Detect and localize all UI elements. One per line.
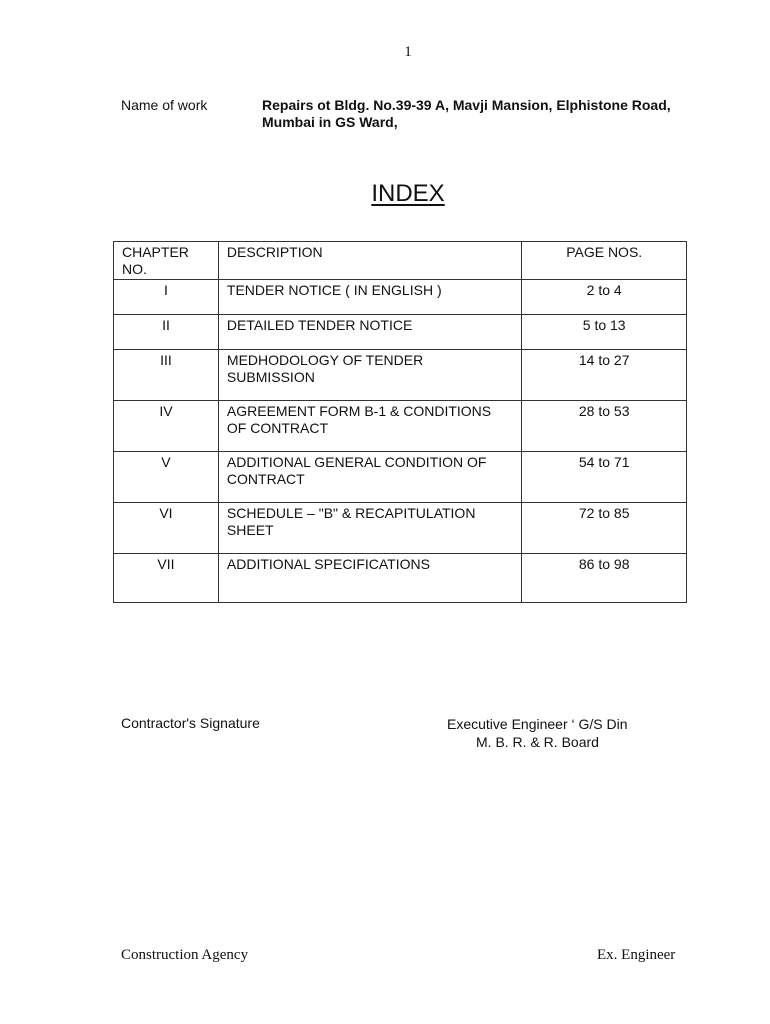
- page-range-cell: 28 to 53: [522, 401, 687, 452]
- chapter-cell: VI: [114, 503, 219, 554]
- description-cell: DETAILED TENDER NOTICE: [218, 315, 521, 350]
- page-range-cell: 5 to 13: [522, 315, 687, 350]
- engineer-title: Executive Engineer ‘ G/S Din: [447, 716, 628, 732]
- table-row: [114, 315, 687, 350]
- table-row: [114, 503, 687, 554]
- chapter-cell: II: [114, 315, 219, 350]
- table-row: [114, 452, 687, 503]
- description-cell: ADDITIONAL GENERAL CONDITION OF CONTRACT: [218, 452, 521, 503]
- chapter-cell: VII: [114, 554, 219, 603]
- engineer-signature-block: [447, 715, 628, 751]
- description-cell: MEDHODOLOGY OF TENDER SUBMISSION: [218, 350, 521, 401]
- index-table: [113, 241, 687, 603]
- description-cell: TENDER NOTICE ( IN ENGLISH ): [218, 280, 521, 315]
- page-range-cell: 2 to 4: [522, 280, 687, 315]
- page-range-cell: 86 to 98: [522, 554, 687, 603]
- header-chapter: CHAPTER NO.: [114, 242, 219, 280]
- chapter-cell: IV: [114, 401, 219, 452]
- chapter-cell: III: [114, 350, 219, 401]
- description-cell: SCHEDULE – "B" & RECAPITULATION SHEET: [218, 503, 521, 554]
- board-name: M. B. R. & R. Board: [476, 734, 599, 750]
- name-of-work-value: Repairs ot Bldg. No.39-39 A, Mavji Mansion, Elphistone Road, Mumbai in GS Ward,: [262, 97, 671, 130]
- table-row: [114, 401, 687, 452]
- chapter-cell: I: [114, 280, 219, 315]
- page-range-cell: 54 to 71: [522, 452, 687, 503]
- contractor-signature-label: Contractor's Signature: [121, 715, 260, 731]
- description-cell: ADDITIONAL SPECIFICATIONS: [218, 554, 521, 603]
- footer-ex-engineer: Ex. Engineer: [597, 947, 676, 963]
- header-description: DESCRIPTION: [218, 242, 521, 280]
- page-range-cell: 72 to 85: [522, 503, 687, 554]
- description-cell: AGREEMENT FORM B-1 & CONDITIONS OF CONTRACT: [218, 401, 521, 452]
- page-range-cell: 14 to 27: [522, 350, 687, 401]
- index-header-row: [114, 242, 687, 280]
- name-of-work-label: Name of work: [121, 97, 208, 113]
- chapter-cell: V: [114, 452, 219, 503]
- table-row: [114, 554, 687, 603]
- table-row: [114, 280, 687, 315]
- page-number: 1: [404, 44, 412, 60]
- header-page-nos: PAGE NOS.: [522, 242, 687, 280]
- index-title: INDEX: [371, 180, 445, 207]
- footer-construction-agency: Construction Agency: [121, 947, 249, 963]
- table-row: [114, 350, 687, 401]
